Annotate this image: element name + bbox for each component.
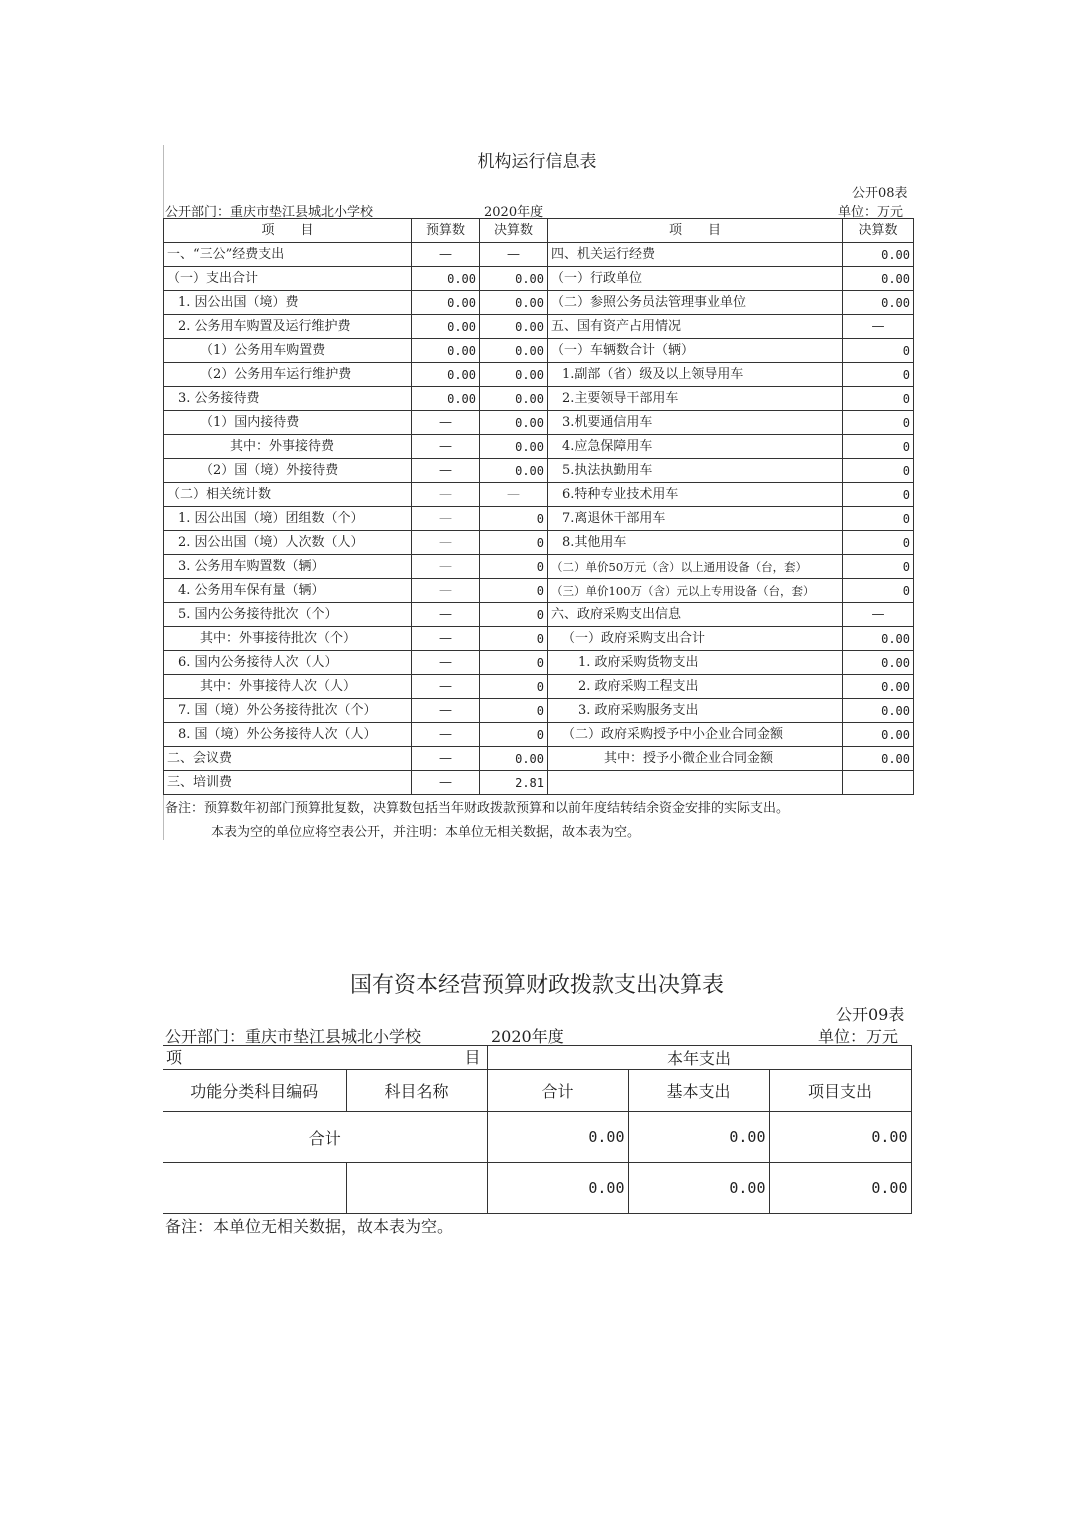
final-cell: 0 — [480, 603, 548, 627]
budget-cell: — — [412, 747, 480, 771]
table09-header-row2 — [163, 1070, 911, 1112]
total-project: 0.00 — [769, 1112, 911, 1163]
table08-title: 机构运行信息表 — [477, 152, 597, 172]
right-item-cell: 8.其他用车 — [548, 531, 843, 555]
left-item-cell: 6. 国内公务接待人次（人） — [164, 651, 412, 675]
table-row — [164, 411, 914, 435]
table-row — [164, 603, 914, 627]
final-cell: 0 — [480, 627, 548, 651]
budget-cell: 0.00 — [412, 339, 480, 363]
final-cell: 0.00 — [480, 411, 548, 435]
right-final-cell: 0.00 — [843, 651, 914, 675]
left-item-cell: 5. 国内公务接待批次（个） — [164, 603, 412, 627]
final-cell: 0 — [480, 555, 548, 579]
header-item-cell — [163, 1046, 487, 1070]
right-item-cell: （二）参照公务员法管理事业单位 — [548, 291, 843, 315]
final-cell: 0 — [480, 699, 548, 723]
budget-cell: — — [412, 603, 480, 627]
final-cell: — — [480, 483, 548, 507]
table-row — [164, 291, 914, 315]
row-total: 0.00 — [487, 1163, 628, 1214]
row-project: 0.00 — [769, 1163, 911, 1214]
budget-cell: — — [412, 675, 480, 699]
table-row — [164, 267, 914, 291]
row-basic: 0.00 — [628, 1163, 769, 1214]
right-final-cell: 0 — [843, 531, 914, 555]
final-cell: 0.00 — [480, 315, 548, 339]
final-cell: 0 — [480, 651, 548, 675]
table08-note: 备注：预算数年初部门预算批复数，决算数包括当年财政拨款预算和以前年度结转结余资金安排的实际支出。 — [165, 801, 790, 816]
budget-cell: — — [412, 651, 480, 675]
table08-grid — [163, 218, 914, 795]
left-item-cell: 三、培训费 — [164, 771, 412, 795]
table08-department: 公开部门：重庆市垫江县城北小学校 — [165, 205, 374, 220]
final-cell: 0.00 — [480, 339, 548, 363]
col-total: 合计 — [487, 1070, 628, 1112]
table-row — [164, 243, 914, 267]
col-basic: 基本支出 — [628, 1070, 769, 1112]
final-cell: 0.00 — [480, 267, 548, 291]
budget-cell: — — [412, 411, 480, 435]
budget-cell: — — [412, 771, 480, 795]
final-cell: 0.00 — [480, 291, 548, 315]
left-item-cell: （一）支出合计 — [164, 267, 412, 291]
right-item-cell: 五、国有资产占用情况 — [548, 315, 843, 339]
right-final-cell — [843, 771, 914, 795]
right-final-cell: 0 — [843, 363, 914, 387]
table09-total-row — [163, 1112, 911, 1163]
budget-cell: 0.00 — [412, 267, 480, 291]
left-item-cell: （2）公务用车运行维护费 — [164, 363, 412, 387]
left-item-cell: （二）相关统计数 — [164, 483, 412, 507]
col-name: 科目名称 — [346, 1070, 487, 1112]
table-row — [164, 363, 914, 387]
right-final-cell: 0.00 — [843, 291, 914, 315]
table-row — [164, 339, 914, 363]
right-final-cell: 0.00 — [843, 723, 914, 747]
right-final-cell: — — [843, 315, 914, 339]
right-final-cell: 0 — [843, 579, 914, 603]
right-item-cell: 1. 政府采购货物支出 — [548, 651, 843, 675]
right-item-cell: 四、机关运行经费 — [548, 243, 843, 267]
right-item-cell: （二）政府采购授予中小企业合同金额 — [548, 723, 843, 747]
right-final-cell: 0 — [843, 411, 914, 435]
right-item-cell: 4.应急保障用车 — [548, 435, 843, 459]
header-item-right: 项 目 — [548, 219, 843, 243]
table-row — [164, 579, 914, 603]
table09-department: 公开部门：重庆市垫江县城北小学校 — [165, 1027, 422, 1046]
left-item-cell: 2. 因公出国（境）人次数（人） — [164, 531, 412, 555]
row-code — [163, 1163, 346, 1214]
left-item-cell: 3. 公务用车购置数（辆） — [164, 555, 412, 579]
budget-cell: 0.00 — [412, 291, 480, 315]
table-row — [164, 723, 914, 747]
right-item-cell: （二）单价50万元（含）以上通用设备（台，套） — [548, 555, 843, 579]
left-item-cell: 1. 因公出国（境）团组数（个） — [164, 507, 412, 531]
table-row — [164, 507, 914, 531]
row-name — [346, 1163, 487, 1214]
left-item-cell: 一、“三公”经费支出 — [164, 243, 412, 267]
budget-cell: — — [412, 507, 480, 531]
left-item-cell: 其中：外事接待人次（人） — [164, 675, 412, 699]
right-item-cell: 3. 政府采购服务支出 — [548, 699, 843, 723]
table09-note: 备注：本单位无相关数据，故本表为空。 — [165, 1217, 454, 1236]
left-item-cell: 二、会议费 — [164, 747, 412, 771]
total-total: 0.00 — [487, 1112, 628, 1163]
final-cell: 0.00 — [480, 747, 548, 771]
table-row — [164, 483, 914, 507]
right-item-cell: （一）行政单位 — [548, 267, 843, 291]
budget-cell: 0.00 — [412, 387, 480, 411]
final-cell: 0.00 — [480, 459, 548, 483]
table-row — [164, 459, 914, 483]
col-code: 功能分类科目编码 — [163, 1070, 346, 1112]
right-final-cell: 0 — [843, 339, 914, 363]
budget-cell: — — [412, 723, 480, 747]
right-final-cell: 0 — [843, 387, 914, 411]
right-item-cell: 六、政府采购支出信息 — [548, 603, 843, 627]
header-right-final: 决算数 — [843, 219, 914, 243]
final-cell: — — [480, 243, 548, 267]
left-item-cell: 2. 公务用车购置及运行维护费 — [164, 315, 412, 339]
right-item-cell: 3.机要通信用车 — [548, 411, 843, 435]
total-label: 合计 — [163, 1112, 487, 1163]
table09-grid — [163, 1045, 912, 1214]
header-budget: 预算数 — [412, 219, 480, 243]
final-cell: 0 — [480, 579, 548, 603]
table09-data-row — [163, 1163, 911, 1214]
right-item-cell: 5.执法执勤用车 — [548, 459, 843, 483]
left-item-cell: 7. 国（境）外公务接待批次（个） — [164, 699, 412, 723]
right-item-cell: （一）政府采购支出合计 — [548, 627, 843, 651]
left-item-cell: （1）公务用车购置费 — [164, 339, 412, 363]
table-row — [164, 747, 914, 771]
right-final-cell: 0.00 — [843, 627, 914, 651]
table-row — [164, 531, 914, 555]
col-project: 项目支出 — [769, 1070, 911, 1112]
table-row — [164, 627, 914, 651]
budget-cell: — — [412, 531, 480, 555]
final-cell: 0.00 — [480, 387, 548, 411]
table-row — [164, 435, 914, 459]
final-cell: 0.00 — [480, 435, 548, 459]
final-cell: 0.00 — [480, 363, 548, 387]
left-item-cell: 8. 国（境）外公务接待人次（人） — [164, 723, 412, 747]
table-row — [164, 387, 914, 411]
final-cell: 0 — [480, 531, 548, 555]
right-final-cell: 0 — [843, 435, 914, 459]
table09-code: 公开09表 — [836, 1005, 905, 1024]
left-item-cell: 其中：外事接待费 — [164, 435, 412, 459]
table08-header-row — [164, 219, 914, 243]
table-row — [164, 555, 914, 579]
budget-cell: — — [412, 627, 480, 651]
left-item-cell: 1. 因公出国（境）费 — [164, 291, 412, 315]
header-item-right: 目 — [464, 1047, 481, 1067]
table08-year: 2020年度 — [484, 205, 544, 220]
right-item-cell: 6.特种专业技术用车 — [548, 483, 843, 507]
left-item-cell: 4. 公务用车保有量（辆） — [164, 579, 412, 603]
left-item-cell: 其中：外事接待批次（个） — [164, 627, 412, 651]
left-item-cell: 3. 公务接待费 — [164, 387, 412, 411]
right-item-cell: 2. 政府采购工程支出 — [548, 675, 843, 699]
budget-cell: 0.00 — [412, 363, 480, 387]
right-item-cell — [548, 771, 843, 795]
right-final-cell: 0.00 — [843, 675, 914, 699]
table-row — [164, 675, 914, 699]
right-final-cell: — — [843, 603, 914, 627]
table-row — [164, 315, 914, 339]
right-final-cell: 0 — [843, 555, 914, 579]
right-final-cell: 0.00 — [843, 747, 914, 771]
table09-title: 国有资本经营预算财政拨款支出决算表 — [349, 973, 724, 998]
budget-cell: — — [412, 699, 480, 723]
right-final-cell: 0.00 — [843, 699, 914, 723]
left-item-cell: （1）国内接待费 — [164, 411, 412, 435]
table08-code: 公开08表 — [852, 186, 908, 201]
header-current-year: 本年支出 — [487, 1046, 911, 1070]
table08-unit: 单位：万元 — [838, 205, 904, 220]
right-final-cell: 0.00 — [843, 267, 914, 291]
right-item-cell: （一）车辆数合计（辆） — [548, 339, 843, 363]
right-item-cell: 1.副部（省）级及以上领导用车 — [548, 363, 843, 387]
table-row — [164, 771, 914, 795]
budget-cell: — — [412, 243, 480, 267]
right-final-cell: 0 — [843, 507, 914, 531]
table08-note-empty: 本表为空的单位应将空表公开，并注明：本单位无相关数据，故本表为空。 — [211, 825, 641, 840]
right-final-cell: 0 — [843, 459, 914, 483]
budget-cell: 0.00 — [412, 315, 480, 339]
table09-header-row1 — [163, 1046, 911, 1070]
right-final-cell: 0 — [843, 483, 914, 507]
table09-unit: 单位：万元 — [818, 1027, 899, 1046]
table09-year: 2020年度 — [491, 1027, 564, 1046]
header-final: 决算数 — [480, 219, 548, 243]
right-item-cell: 7.离退休干部用车 — [548, 507, 843, 531]
right-item-cell: 2.主要领导干部用车 — [548, 387, 843, 411]
final-cell: 0 — [480, 723, 548, 747]
final-cell: 0 — [480, 507, 548, 531]
budget-cell: — — [412, 555, 480, 579]
table-row — [164, 651, 914, 675]
header-item-left: 项 — [166, 1047, 183, 1067]
final-cell: 0 — [480, 675, 548, 699]
right-item-cell: 其中：授予小微企业合同金额 — [548, 747, 843, 771]
header-item-left: 项 目 — [164, 219, 412, 243]
budget-cell: — — [412, 435, 480, 459]
left-item-cell: （2）国（境）外接待费 — [164, 459, 412, 483]
budget-cell: — — [412, 459, 480, 483]
budget-cell: — — [412, 579, 480, 603]
right-item-cell: （三）单价100万（含）元以上专用设备（台，套） — [548, 579, 843, 603]
final-cell: 2.81 — [480, 771, 548, 795]
total-basic: 0.00 — [628, 1112, 769, 1163]
budget-cell: — — [412, 483, 480, 507]
right-final-cell: 0.00 — [843, 243, 914, 267]
table-row — [164, 699, 914, 723]
